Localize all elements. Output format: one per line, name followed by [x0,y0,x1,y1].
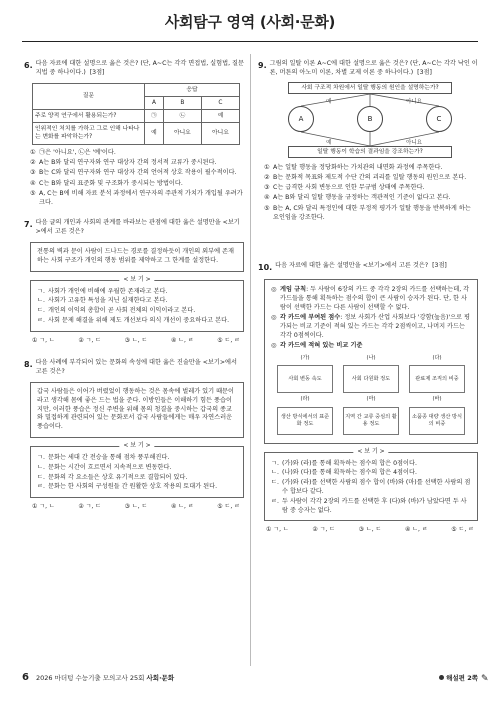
card: 관료제 조직의 비중 [409,365,465,393]
bogi-box [264,447,478,522]
table-cell: 예 [201,110,239,123]
question-10 [258,262,478,534]
footer-subject: 사회·문화 [146,674,175,682]
option-5[interactable]: ⑤ A, C는 B에 비해 자료 분석 과정에서 연구자의 주관적 가치가 개입될 우려가 크다. [30,189,243,206]
choice-2[interactable]: ② ㄱ, ㄷ [78,503,102,511]
node-c: C [426,106,452,132]
pencil-icon: ✎ [481,674,489,684]
node-a: A [288,106,314,132]
question-stem: 다음 자료에 대한 설명으로 옳은 것은? (단, A~C는 각각 면접법, 실험법, 질문지법 중 하나이다.) [35,60,244,76]
question-7 [24,219,244,345]
table-cell: 주로 양적 연구에서 활용되는가? [33,110,145,123]
card: 소품종 대량 생산 방식의 비중 [409,407,465,435]
question-stem: 다음 자료에 대한 옳은 설명만을 <보기>에서 고른 것은? [275,262,429,270]
choice-3[interactable]: ③ ㄴ, ㄷ [358,526,382,534]
option-5[interactable]: ⑤ B는 A, C와 달리 특정인에 대한 부정적 평가가 일탈 행동을 반복하게 하는 요인임을 강조한다. [264,204,471,221]
bogi-box [30,275,244,332]
bogi-item: ㄹ. 문화는 한 사회의 구성원들 간 원활한 상호 작용의 토대가 된다. [37,483,218,491]
option-2[interactable]: ② B는 문화적 목표와 제도적 수단 간의 괴리를 일탈 행동의 원인으로 본다. [264,173,467,181]
bogi-title: < 보 기 > [353,448,388,457]
question-stem: 그림의 일탈 이론 A~C에 대한 설명으로 옳은 것은? (단, A~C는 각각 낙인 이론, 머튼의 아노미 이론, 차별 교제 이론 중 하나이다.) [269,60,478,76]
rule-item: ◎ 각 카드에 부여된 점수: 정보 사회가 산업 사회보다 '강함(높음)'으로 평가되는 비교 기준이 적혀 있는 카드는 각각 2점씩이고, 나머지 카드는 각각 0점씩이다. [271,314,470,339]
passage-box: 갑국 사람들은 이어가 버렸었이 행동하는 것은 몸속에 벌레가 있기 때문이라고 생각해 몸에 좋은 드는 법을 준다. 이방인들은 이해하기 힘든 풍습이지만, 이러한 풍습은 정신 주변을 위해 몸의 청결을 중시하는 갑국의 종교와 밀접하게 관련되어 있는 문화로서 갑국 사람들에게는 매우 자연스러운 풍습이다. [30,382,244,438]
table-cell: ㉡ [163,110,201,123]
bogi-item: ㄱ. 사회가 개인에 비해에 우월한 존재라고 본다. [37,287,168,295]
column-divider [250,54,251,666]
option-1[interactable]: ① ㉠은 '아니요', ㉡은 '예'이다. [30,148,116,156]
diagram-bottom-question: 일탈 행동이 학습의 결과임을 강조하는가? [288,146,452,158]
rule-item: ◎ 각 카드에 적혀 있는 비교 기준 [271,342,363,350]
question-number: 9. [258,61,267,70]
table-row [33,110,240,123]
card-label: (나) [366,354,376,361]
choice-5[interactable]: ⑤ ㄷ, ㄹ [451,526,474,534]
card: 생산 방식에서의 표준화 정도 [277,407,333,435]
table-cell: 아니요 [201,123,239,144]
question-stem: 다음 사례에 부각되어 있는 문화의 속성에 대한 옳은 진술만을 <보기>에서 고른 것은? [35,359,238,376]
option-2[interactable]: ② A는 B와 달리 연구자와 연구 대상자 간의 정서적 교류가 중시된다. [30,158,217,166]
card-label: (마) [366,396,376,403]
footer-text: 2026 마더텅 수능기출 모의고사 25회 [36,674,145,682]
card: 사회 변동 속도 [277,365,333,393]
option-3[interactable]: ③ C는 급격한 사회 변동으로 인한 무규범 상태에 주목한다. [264,184,425,192]
table-col-b: B [163,96,201,109]
question-number: 8. [24,360,33,370]
bogi-item: ㄱ. 문화는 세대 간 전승을 통해 점차 풍부해진다. [37,453,170,461]
question-number: 6. [24,61,33,70]
exam-header [0,12,500,33]
card: 사회 다원화 정도 [343,365,399,393]
answer-reference: 해설편 2쪽 [446,674,478,682]
question-6 [24,60,244,207]
label-no: 아니요 [406,139,422,146]
card-label: (바) [432,396,442,403]
survey-table [32,83,240,145]
question-number: 7. [24,220,33,230]
choice-1[interactable]: ① ㄱ, ㄴ [32,503,55,511]
rule-item: ◎ 게임 규칙: 두 사람이 6장의 카드 중 각각 2장의 카드를 선택하는데, 각 카드들을 통해 획득하는 점수의 합이 큰 사람이 승자가 된다. 단, 한 사람이 선택한 카드는 다른 사람이 선택할 수 없다. [271,286,470,311]
card-label: (가) [300,354,310,361]
question-8 [24,359,244,511]
card-grid [271,351,471,438]
answer-options [264,164,478,223]
choice-5[interactable]: ⑤ ㄷ, ㄹ [217,336,240,344]
page-footer [22,671,478,689]
choice-2[interactable]: ② ㄱ, ㄷ [312,526,336,534]
bogi-item: ㄷ. (가)와 (라)를 선택한 사람의 점수 합이 (바)와 (마)를 선택한 사람의 점수 합보다 같다. [271,479,471,495]
table-cell: 예 [145,123,164,144]
bullet-icon [439,675,444,680]
table-cell: 인위적인 처치를 가하고 그로 인해 나타나는 변화를 파악하는가? [33,123,145,144]
choice-4[interactable]: ④ ㄴ, ㄹ [404,526,428,534]
question-number: 10. [258,263,273,273]
choice-3[interactable]: ③ ㄴ, ㄷ [124,336,148,344]
points-label: [3점] [432,262,447,270]
card-label: (다) [432,354,442,361]
answer-choices [266,526,474,535]
answer-options [30,149,244,208]
right-column [258,60,478,541]
bogi-item: ㄱ. (가)와 (라)를 통해 획득하는 점수의 합은 0점이다. [271,459,417,467]
label-yes: 예 [326,139,332,146]
table-cell: ㉠ [145,110,164,123]
answer-choices [32,503,240,512]
bogi-item: ㄴ. 문화는 시간이 흐르면서 지속적으로 변동한다. [37,463,172,471]
choice-4[interactable]: ④ ㄴ, ㄹ [170,503,194,511]
label-no: 아니요 [406,98,422,105]
choice-1[interactable]: ① ㄱ, ㄴ [266,526,289,534]
diagram-top-question: 사회 구조적 차원에서 일탈 행동의 원인을 설명하는가? [288,82,452,94]
section-title: 사회탐구 영역 (사회·문화) [164,13,336,31]
bogi-item: ㄷ. 문화의 각 요소들은 상호 유기적으로 결합되어 있다. [37,473,188,481]
page-number: 6 [22,672,29,683]
points-label: [3점] [89,68,105,76]
table-cell: 아니요 [163,123,201,144]
table-col-c: C [201,96,239,109]
choice-1[interactable]: ① ㄱ, ㄴ [32,336,55,344]
question-stem: 다음 글의 개인과 사회의 관계를 바라보는 관점에 대한 옳은 설명만을 <보기>에서 고른 것은? [35,219,240,236]
option-4[interactable]: ④ C는 B와 달리 표준화 및 구조화가 중시되는 방법이다. [30,179,183,187]
node-b: B [357,106,383,132]
question-9 [258,60,478,222]
choice-2[interactable]: ② ㄱ, ㄷ [78,336,102,344]
bogi-item: ㄴ. (나)와 (다)를 통해 획득하는 점수의 합은 4점이다. [271,469,417,477]
table-header-question: 질문 [33,83,145,109]
passage-box: 전통의 벽과 문이 사람이 드나드는 경로를 결정하듯이 개인의 외부에 존재하는 사회 구조가 개인의 행동 범위를 제약하고 그 한계를 설정한다. [30,242,244,272]
left-column [24,60,244,518]
choice-5[interactable]: ⑤ ㄷ, ㄹ [217,503,240,511]
card-label: (라) [300,396,310,403]
bogi-box [30,441,244,498]
theory-diagram [264,82,476,160]
choice-3[interactable]: ③ ㄴ, ㄷ [124,503,148,511]
option-3[interactable]: ③ B는 C와 달리 연구자와 연구 대상자 간의 언어적 상호 작용이 필수적이다. [30,169,237,177]
table-col-a: A [145,96,164,109]
points-label: [3점] [417,68,432,76]
label-yes: 예 [326,98,332,105]
bogi-title: < 보 기 > [119,276,154,285]
card: 지역 간 교류 중심의 활용 정도 [343,407,399,435]
option-1[interactable]: ① A는 일탈 행동을 정당화하는 가치관의 내면화 과정에 주목한다. [264,163,443,171]
answer-choices [32,337,240,346]
table-row [33,123,240,144]
header-rule [22,41,478,42]
bogi-item: ㄴ. 사회가 고유한 특성을 지닌 실재한다고 본다. [37,297,168,305]
option-4[interactable]: ④ A는 B와 달리 일탈 행동을 규정하는 객관적인 기준이 없다고 본다. [264,194,451,202]
game-rules-box [264,279,478,444]
choice-4[interactable]: ④ ㄴ, ㄹ [170,336,194,344]
bogi-item: ㄹ. 사회 문제 해결을 위해 제도 개선보다 의식 개선이 중요하다고 본다. [37,317,230,325]
bogi-item: ㄹ. 두 사람이 각각 2장의 카드를 선택한 후 (다)와 (바)가 남았다면 두 사람 중 승자는 없다. [271,497,467,514]
bogi-title: < 보 기 > [119,442,154,451]
table-header-answer: 응답 [145,83,240,96]
bogi-item: ㄷ. 개인의 이익의 총합이 곧 사회 전체의 이익이라고 본다. [37,307,196,315]
